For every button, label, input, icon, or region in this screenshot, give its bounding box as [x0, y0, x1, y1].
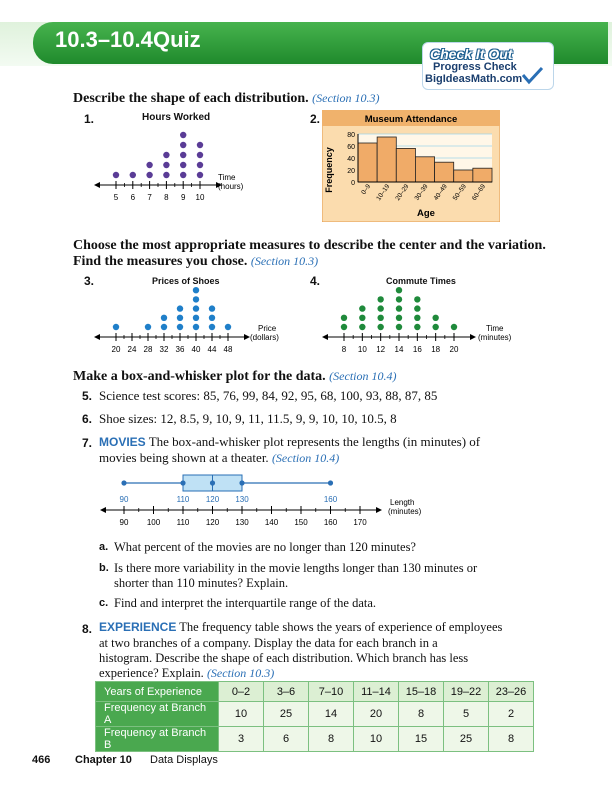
- x-tick-label: 10–19: [375, 183, 392, 202]
- tick-label: 5: [113, 193, 119, 202]
- data-dot: [414, 324, 420, 330]
- table-cell: 25: [444, 727, 489, 752]
- data-dot: [197, 172, 203, 178]
- q3-number: 3.: [84, 274, 95, 288]
- x-tick-label: 50–59: [451, 183, 468, 202]
- table-cell: 5: [444, 702, 489, 727]
- table-cell: 8: [309, 727, 354, 752]
- axis-arrow-left: [94, 182, 100, 188]
- museum-attendance-histogram: [322, 110, 500, 222]
- data-dot: [341, 315, 347, 321]
- tick-label: 130: [235, 518, 249, 527]
- data-dot: [180, 162, 186, 168]
- data-dot: [451, 324, 457, 330]
- q1-chart-title: Hours Worked: [142, 112, 211, 123]
- tick-label: 18: [431, 345, 441, 354]
- tick-label: 6: [130, 193, 136, 202]
- part2-line1: Choose the most appropriate measures to describe the center and the variation.: [73, 238, 546, 253]
- q8-line2: at two branches of a company. Display the data for each branch in a: [99, 636, 438, 650]
- axis-arrow-right: [470, 334, 476, 340]
- axis-arrow-left: [100, 507, 106, 513]
- q7c-label: c.: [99, 597, 109, 609]
- tick-label: 20: [111, 345, 121, 354]
- tick-label: 120: [205, 518, 220, 527]
- five-number-point: [180, 480, 185, 485]
- table-cell: 14: [309, 702, 354, 727]
- q7b-line1: Is there more variability in the movie lengths longer than 130 minutes or: [114, 561, 478, 575]
- check-it-out-title: Check It Out: [430, 46, 513, 62]
- hours-worked-dot-plot: [90, 125, 290, 205]
- data-dot: [414, 296, 420, 302]
- data-dot: [177, 305, 183, 311]
- q2-xlabel: Age: [417, 208, 435, 219]
- data-dot: [161, 315, 167, 321]
- x-tick-label: 0–9: [360, 183, 373, 197]
- five-number-point: [210, 480, 215, 485]
- bigideasmath-link[interactable]: BigIdeasMath.com: [425, 73, 523, 85]
- data-dot: [197, 162, 203, 168]
- q7b-line2: shorter than 110 minutes? Explain.: [114, 576, 289, 590]
- part3-instruction: Make a box-and-whisker plot for the data. (Section 10.4): [73, 369, 397, 384]
- q7a-label: a.: [99, 541, 109, 553]
- data-dot: [377, 305, 383, 311]
- x-tick-label: 60–69: [470, 183, 488, 202]
- data-dot: [377, 324, 383, 330]
- tick-label: 36: [175, 345, 185, 354]
- table-cell: 8: [489, 727, 534, 752]
- tick-label: 7: [147, 193, 152, 202]
- tick-label: 40: [191, 345, 201, 354]
- tick-label: 10: [357, 345, 367, 354]
- y-tick-label: 80: [347, 132, 355, 139]
- data-dot: [146, 172, 152, 178]
- box-value-label: 120: [205, 495, 220, 504]
- x-tick-label: 40–49: [432, 183, 449, 202]
- q7-line1: MOVIES The box-and-whisker plot represents the lengths (in minutes) of: [99, 434, 481, 449]
- q8-number: 8.: [82, 622, 93, 636]
- shoe-prices-dot-plot: [90, 284, 310, 356]
- data-dot: [209, 305, 215, 311]
- histogram-bar: [454, 170, 473, 182]
- table-bin: 23–26: [489, 682, 534, 702]
- tick-label: 16: [412, 345, 422, 354]
- data-dot: [163, 152, 169, 158]
- q8-line3: histogram. Describe the shape of each distribution. Which branch has less: [99, 651, 469, 665]
- table-bin: 0–2: [219, 682, 264, 702]
- box-value-label: 90: [119, 495, 129, 504]
- tick-label: 24: [127, 345, 137, 354]
- histogram-bar: [358, 143, 377, 182]
- box-value-label: 110: [176, 495, 190, 504]
- data-dot: [396, 287, 402, 293]
- axis-arrow-left: [94, 334, 100, 340]
- data-dot: [113, 324, 119, 330]
- q2-number: 2.: [310, 112, 321, 126]
- part1-instruction: Describe the shape of each distribution. (Section 10.3): [73, 91, 380, 106]
- tick-label: 110: [176, 518, 190, 527]
- box-value-label: 160: [323, 495, 338, 504]
- tick-label: 28: [143, 345, 153, 354]
- tick-label: 140: [264, 518, 279, 527]
- q1-number: 1.: [84, 112, 95, 126]
- data-dot: [377, 296, 383, 302]
- table-bin: 11–14: [354, 682, 399, 702]
- data-dot: [414, 305, 420, 311]
- tick-label: 90: [119, 518, 129, 527]
- q7-axis-label-1: Length: [390, 498, 415, 507]
- data-dot: [341, 324, 347, 330]
- chapter-label: Chapter 10: [75, 754, 132, 766]
- q3-axis-label-2: (dollars): [250, 333, 279, 342]
- q4-number: 4.: [310, 274, 321, 288]
- table-bin: 19–22: [444, 682, 489, 702]
- data-dot: [146, 162, 152, 168]
- tick-label: 160: [323, 518, 338, 527]
- q7b-label: b.: [99, 562, 109, 574]
- q8-line1: EXPERIENCE The frequency table shows the years of experience of employees: [99, 620, 503, 634]
- data-dot: [193, 324, 199, 330]
- q8-line4: experience? Explain. (Section 10.3): [99, 666, 275, 680]
- histogram-bar: [435, 162, 454, 182]
- checkmark-icon: [520, 66, 544, 86]
- table-bin: 7–10: [309, 682, 354, 702]
- table-cell: 10: [354, 727, 399, 752]
- commute-times-dot-plot: [318, 284, 528, 356]
- tick-label: 20: [449, 345, 459, 354]
- y-tick-label: 20: [347, 168, 355, 175]
- table-cell: 3: [219, 727, 264, 752]
- data-dot: [163, 162, 169, 168]
- q1-axis-label-2: (hours): [218, 182, 244, 191]
- q3-chart-title: Prices of Shoes: [152, 276, 220, 286]
- q2-chart-title: Museum Attendance: [364, 114, 458, 125]
- data-dot: [197, 152, 203, 158]
- q5-text: Science test scores: 85, 76, 99, 84, 92, 95, 68, 100, 93, 88, 87, 85: [99, 388, 438, 403]
- tick-label: 10: [195, 193, 205, 202]
- progress-check-label: Progress Check: [433, 61, 517, 73]
- branch-b-label: Frequency at Branch B: [96, 727, 219, 752]
- q3-axis-label-1: Price: [258, 324, 277, 333]
- data-dot: [177, 315, 183, 321]
- five-number-point: [328, 480, 333, 485]
- table-bin: 3–6: [264, 682, 309, 702]
- data-dot: [180, 152, 186, 158]
- table-cell: 6: [264, 727, 309, 752]
- data-dot: [377, 315, 383, 321]
- movie-length-box-plot: [90, 470, 450, 536]
- data-dot: [193, 296, 199, 302]
- data-dot: [432, 324, 438, 330]
- table-cell: 20: [354, 702, 399, 727]
- q1-axis-label-1: Time: [218, 173, 236, 182]
- data-dot: [130, 172, 136, 178]
- q7-number: 7.: [82, 436, 93, 450]
- data-dot: [396, 324, 402, 330]
- q6-number: 6.: [82, 412, 93, 426]
- y-tick-label: 60: [347, 144, 355, 151]
- data-dot: [359, 324, 365, 330]
- histogram-bar: [396, 148, 415, 182]
- tick-label: 100: [146, 518, 161, 527]
- data-dot: [113, 172, 119, 178]
- data-dot: [396, 305, 402, 311]
- x-tick-label: 20–29: [394, 183, 411, 202]
- tick-label: 170: [353, 518, 367, 527]
- experience-frequency-table: [95, 681, 534, 752]
- data-dot: [396, 296, 402, 302]
- q4-axis-label-2: (minutes): [478, 333, 512, 342]
- q5-number: 5.: [82, 389, 93, 403]
- data-dot: [225, 324, 231, 330]
- data-dot: [193, 315, 199, 321]
- data-dot: [209, 324, 215, 330]
- q2-ylabel: Frequency: [324, 147, 334, 193]
- q6-text: Shoe sizes: 12, 8.5, 9, 10, 9, 11, 11.5, 9, 9, 10, 10, 10.5, 8: [99, 411, 397, 426]
- tick-label: 44: [207, 345, 217, 354]
- tick-label: 12: [376, 345, 386, 354]
- table-row: [96, 702, 534, 727]
- axis-arrow-right: [376, 507, 382, 513]
- data-dot: [414, 315, 420, 321]
- chapter-title: Data Displays: [150, 754, 218, 766]
- data-dot: [161, 324, 167, 330]
- x-tick-label: 30–39: [413, 183, 430, 202]
- quiz-label: Quiz: [153, 27, 201, 52]
- tick-label: 150: [294, 518, 308, 527]
- branch-a-label: Frequency at Branch A: [96, 702, 219, 727]
- q7c-text: Find and interpret the interquartile range of the data.: [114, 596, 377, 610]
- data-dot: [180, 172, 186, 178]
- q7-line2: movies being shown at a theater. (Section 10.4): [99, 450, 340, 465]
- page-number: 466: [32, 754, 51, 766]
- table-bin: 15–18: [399, 682, 444, 702]
- data-dot: [396, 315, 402, 321]
- y-tick-label: 0: [351, 180, 355, 187]
- histogram-bar: [473, 168, 492, 182]
- data-dot: [359, 315, 365, 321]
- box-value-label: 130: [235, 495, 249, 504]
- table-cell: 10: [219, 702, 264, 727]
- tick-label: 14: [394, 345, 404, 354]
- data-dot: [193, 305, 199, 311]
- data-dot: [180, 142, 186, 148]
- histogram-bar: [415, 157, 434, 182]
- data-dot: [193, 287, 199, 293]
- part2-line2: Find the measures you chose. (Section 10.3): [73, 254, 319, 269]
- histogram-bar: [377, 137, 396, 182]
- tick-label: 8: [341, 345, 347, 354]
- data-dot: [145, 324, 151, 330]
- table-cell: 2: [489, 702, 534, 727]
- table-cell: 8: [399, 702, 444, 727]
- data-dot: [197, 142, 203, 148]
- q4-chart-title: Commute Times: [386, 276, 456, 286]
- table-cell: 15: [399, 727, 444, 752]
- page-title: 10.3–10.4: [55, 27, 153, 52]
- table-header-label: Years of Experience: [96, 682, 219, 702]
- data-dot: [180, 132, 186, 138]
- data-dot: [177, 324, 183, 330]
- table-row: [96, 727, 534, 752]
- tick-label: 9: [180, 193, 186, 202]
- table-cell: 25: [264, 702, 309, 727]
- tick-label: 48: [223, 345, 233, 354]
- five-number-point: [121, 480, 126, 485]
- q4-axis-label-1: Time: [486, 324, 504, 333]
- data-dot: [359, 305, 365, 311]
- data-dot: [163, 172, 169, 178]
- y-tick-label: 40: [347, 156, 355, 163]
- tick-label: 8: [164, 193, 169, 202]
- data-dot: [209, 315, 215, 321]
- tick-label: 32: [159, 345, 169, 354]
- data-dot: [432, 315, 438, 321]
- q7a-text: What percent of the movies are no longer than 120 minutes?: [114, 540, 416, 554]
- q7-axis-label-2: (minutes): [388, 507, 422, 516]
- five-number-point: [239, 480, 244, 485]
- axis-arrow-left: [322, 334, 328, 340]
